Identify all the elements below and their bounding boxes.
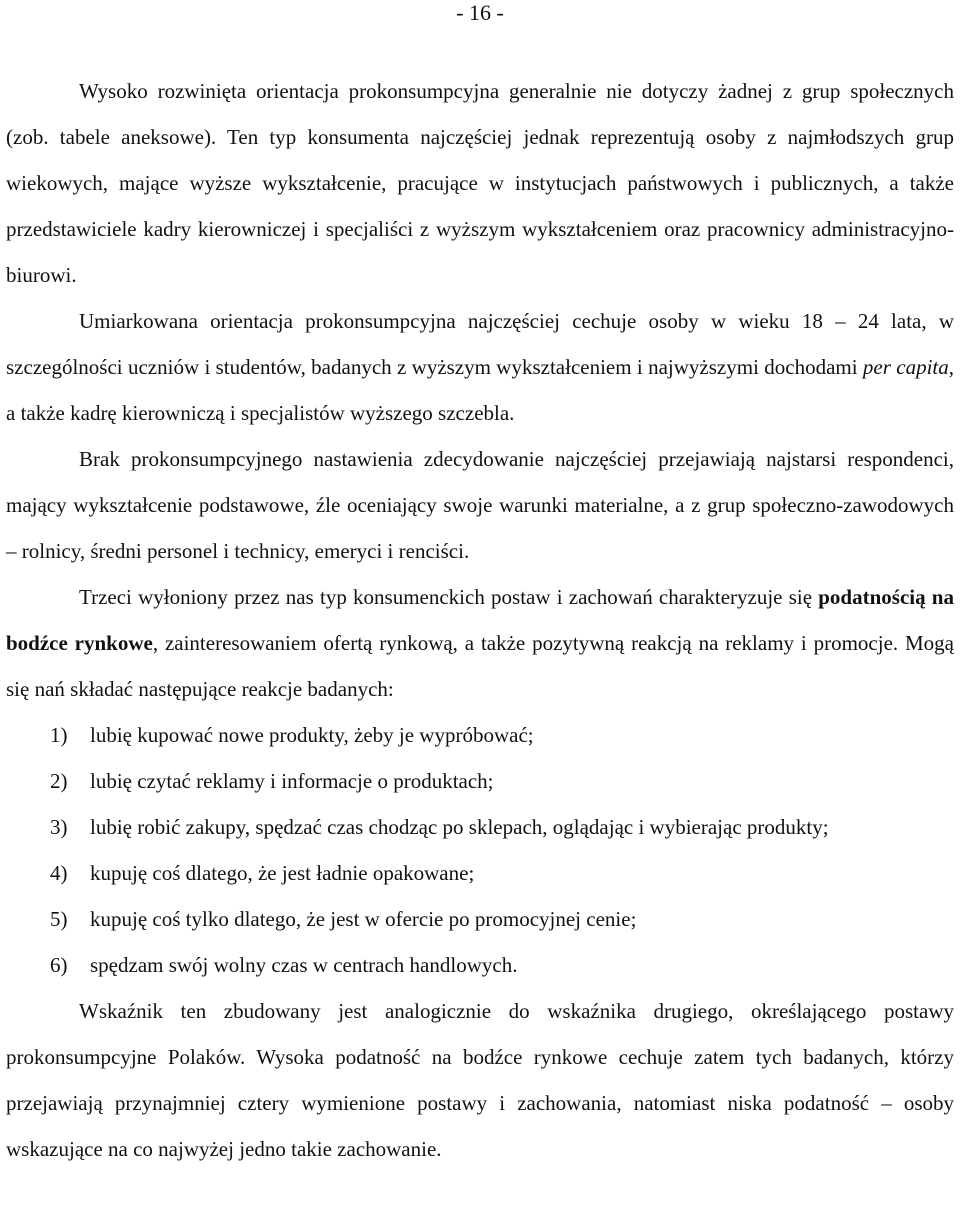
paragraph-3: Brak prokonsumpcyjnego nastawienia zdecydowanie najczęściej przejawiają najstarsi respondenci, mający wykształcenie podstawowe, źle oceniający swoje warunki materialne, a z grup społeczno-zawodowych – rolnicy, średni personel i technicy, emeryci i renciści. (6, 447, 954, 563)
list-item-text: lubię czytać reklamy i informacje o produktach; (90, 769, 494, 793)
list-item-text: lubię robić zakupy, spędzać czas chodząc po sklepach, oglądając i wybierając produkty; (90, 815, 829, 839)
document-body (6, 68, 954, 1172)
paragraph-4-text-a: Trzeci wyłoniony przez nas typ konsumenckich postaw i zachowań charakteryzuje się (79, 585, 819, 609)
list-item-text: lubię kupować nowe produkty, żeby je wypróbować; (90, 723, 534, 747)
paragraph-4-bold: podatnością na bodźce rynkowe (6, 585, 954, 655)
list-item (6, 758, 954, 804)
list-item-text: spędzam swój wolny czas w centrach handlowych. (90, 953, 518, 977)
list-item-number: 5) (50, 907, 68, 931)
paragraph-2-italic: per capita (862, 355, 949, 379)
list-item-number: 1) (50, 723, 68, 747)
list-item-number: 2) (50, 769, 68, 793)
list-item (6, 804, 954, 850)
paragraph-5: Wskaźnik ten zbudowany jest analogicznie do wskaźnika drugiego, określającego postawy prokonsumpcyjne Polaków. Wysoka podatność na bodźce rynkowe cechuje zatem tych badanych, którzy przejawiają przynajmniej cztery wymienione postawy i zachowania, natomiast niska podatność – osoby wskazujące na co najwyżej jedno takie zachowanie. (6, 999, 954, 1161)
paragraph-4 (6, 574, 954, 712)
paragraph-1: Wysoko rozwinięta orientacja prokonsumpcyjna generalnie nie dotyczy żadnej z grup społecznych (zob. tabele aneksowe). Ten typ konsumenta najczęściej jednak reprezentują osoby z najmłodszych grup wiekowych, mające wyższe wykształcenie, pracujące w instytucjach państwowych i publicznych, a także przedstawiciele kadry kierowniczej i specjaliści z wyższym wykształceniem oraz pracownicy administracyjno-biurowi. (6, 79, 954, 287)
list-item (6, 942, 954, 988)
list-item-number: 4) (50, 861, 68, 885)
list-item-text: kupuję coś tylko dlatego, że jest w ofercie po promocyjnej cenie; (90, 907, 637, 931)
list-item-text: kupuję coś dlatego, że jest ładnie opakowane; (90, 861, 475, 885)
paragraph-2-text-b: , a także kadrę kierowniczą i specjalistów wyższego szczebla. (6, 355, 954, 425)
list-item (6, 850, 954, 896)
list-item-number: 6) (50, 953, 68, 977)
paragraph-4-text-b: , zainteresowaniem ofertą rynkową, a także pozytywną reakcją na reklamy i promocje. Mogą się nań składać następujące reakcje badanych: (6, 631, 954, 701)
paragraph-2 (6, 298, 954, 436)
paragraph-2-text-a: Umiarkowana orientacja prokonsumpcyjna najczęściej cechuje osoby w wieku 18 – 24 lata, w szczególności uczniów i studentów, badanych z wyższym wykształceniem i najwyższymi dochodami (6, 309, 954, 379)
list-item (6, 712, 954, 758)
list-item-number: 3) (50, 815, 68, 839)
list-item (6, 896, 954, 942)
page-number: - 16 - (456, 0, 504, 25)
reaction-list (6, 712, 954, 988)
